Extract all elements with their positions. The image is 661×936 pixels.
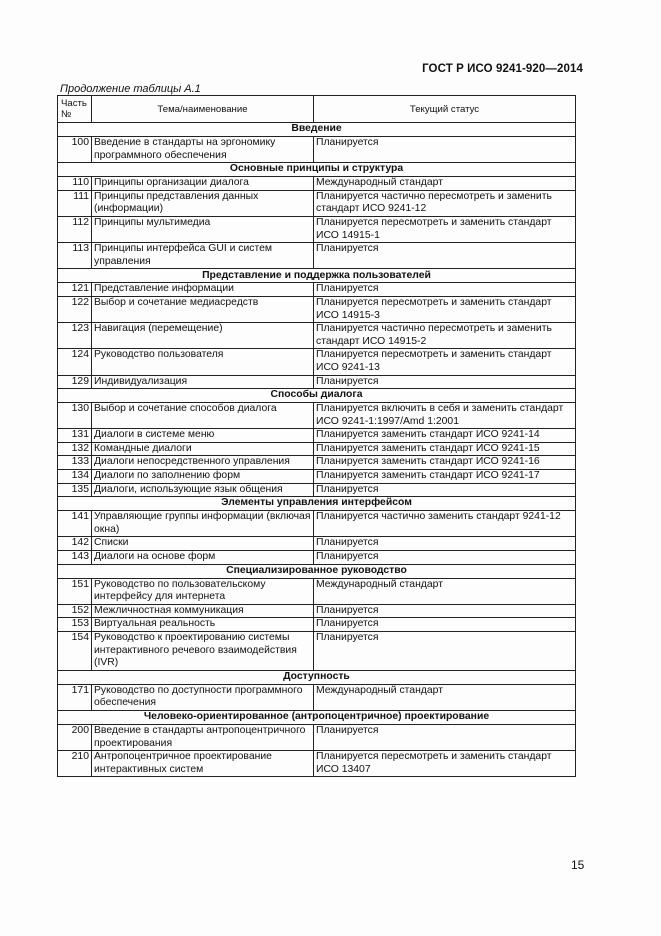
status-cell: Планируется [314, 283, 576, 297]
topic-cell: Диалоги на основе форм [92, 551, 314, 565]
part-number-cell: 154 [58, 632, 92, 671]
table-row [58, 429, 576, 443]
part-number-cell: 123 [58, 323, 92, 349]
part-number-cell: 135 [58, 483, 92, 497]
table-row [58, 177, 576, 191]
part-number-cell: 130 [58, 403, 92, 429]
table-row [58, 403, 576, 429]
table-row [58, 537, 576, 551]
topic-cell: Руководство по доступности программного обеспечения [92, 684, 314, 710]
status-cell: Планируется [314, 137, 576, 163]
table-row [58, 751, 576, 777]
part-number-cell: 122 [58, 296, 92, 322]
status-cell: Планируется [314, 537, 576, 551]
part-number-cell: 210 [58, 751, 92, 777]
topic-cell: Диалоги в системе меню [92, 429, 314, 443]
status-cell: Международный стандарт [314, 684, 576, 710]
table-row [58, 442, 576, 456]
topic-cell: Диалоги по заполнению форм [92, 470, 314, 484]
status-cell: Планируется заменить стандарт ИСО 9241-15 [314, 442, 576, 456]
topic-cell: Выбор и сочетание медиасредств [92, 296, 314, 322]
part-number-cell: 133 [58, 456, 92, 470]
table-row [58, 456, 576, 470]
table-row [58, 551, 576, 565]
part-number-cell: 100 [58, 137, 92, 163]
status-cell: Планируется пересмотреть и заменить стандарт ИСО 14915-3 [314, 296, 576, 322]
section-heading: Человеко-ориентированное (антропоцентричное) проектирование [58, 710, 576, 724]
section-heading: Элементы управления интерфейсом [58, 497, 576, 511]
table-row [58, 283, 576, 297]
status-cell: Планируется [314, 618, 576, 632]
column-header-part-number: Часть № [58, 96, 92, 123]
part-number-cell: 141 [58, 511, 92, 537]
table-row [58, 578, 576, 604]
status-cell: Планируется [314, 483, 576, 497]
document-header: ГОСТ Р ИСО 9241-920—2014 [422, 63, 583, 75]
part-number-cell: 134 [58, 470, 92, 484]
topic-cell: Представление информации [92, 283, 314, 297]
part-number-cell: 143 [58, 551, 92, 565]
part-number-cell: 121 [58, 283, 92, 297]
table-row [58, 724, 576, 750]
part-number-cell: 129 [58, 375, 92, 389]
topic-cell: Навигация (перемещение) [92, 323, 314, 349]
topic-cell: Антропоцентричное проектирование интерактивных систем [92, 751, 314, 777]
part-number-cell: 131 [58, 429, 92, 443]
status-cell: Планируется пересмотреть и заменить стандарт ИСО 14915-1 [314, 216, 576, 242]
table-row [58, 632, 576, 671]
table-row [58, 470, 576, 484]
table-row [58, 323, 576, 349]
section-row [58, 710, 576, 724]
topic-cell: Диалоги, использующие язык общения [92, 483, 314, 497]
status-cell: Планируется [314, 604, 576, 618]
topic-cell: Диалоги непосредственного управления [92, 456, 314, 470]
topic-cell: Принципы представления данных (информации) [92, 190, 314, 216]
status-cell: Планируется заменить стандарт ИСО 9241-16 [314, 456, 576, 470]
section-row [58, 123, 576, 137]
topic-cell: Введение в стандарты на эргономику программного обеспечения [92, 137, 314, 163]
status-cell: Планируется пересмотреть и заменить стандарт ИСО 9241-13 [314, 349, 576, 375]
part-number-cell: 111 [58, 190, 92, 216]
section-row [58, 564, 576, 578]
status-cell: Международный стандарт [314, 578, 576, 604]
table-caption: Продолжение таблицы А.1 [60, 83, 201, 95]
part-number-cell: 152 [58, 604, 92, 618]
status-cell: Планируется [314, 243, 576, 269]
table-row [58, 618, 576, 632]
status-cell: Планируется пересмотреть и заменить стандарт ИСО 13407 [314, 751, 576, 777]
table-row [58, 375, 576, 389]
column-header-status: Текущий статус [314, 96, 576, 123]
status-cell: Планируется [314, 551, 576, 565]
table-header-row [58, 96, 576, 123]
topic-cell: Индивидуализация [92, 375, 314, 389]
part-number-cell: 153 [58, 618, 92, 632]
topic-cell: Межличностная коммуникация [92, 604, 314, 618]
column-header-topic: Тема/наименование [92, 96, 314, 123]
standards-table [57, 95, 576, 777]
table-row [58, 216, 576, 242]
topic-cell: Руководство пользователя [92, 349, 314, 375]
part-number-cell: 110 [58, 177, 92, 191]
status-cell: Планируется частично пересмотреть и заменить стандарт ИСО 9241-12 [314, 190, 576, 216]
topic-cell: Принципы мультимедиа [92, 216, 314, 242]
table-row [58, 137, 576, 163]
status-cell: Планируется включить в себя и заменить стандарт ИСО 9241-1:1997/Amd 1:2001 [314, 403, 576, 429]
status-cell: Планируется частично заменить стандарт 9241-12 [314, 511, 576, 537]
section-heading: Специализированное руководство [58, 564, 576, 578]
table-row [58, 483, 576, 497]
status-cell: Планируется заменить стандарт ИСО 9241-17 [314, 470, 576, 484]
topic-cell: Выбор и сочетание способов диалога [92, 403, 314, 429]
topic-cell: Руководство к проектированию системы интерактивного речевого взаимодействия (IVR) [92, 632, 314, 671]
status-cell: Планируется [314, 632, 576, 671]
table-row [58, 296, 576, 322]
table-row [58, 511, 576, 537]
part-number-cell: 171 [58, 684, 92, 710]
part-number-cell: 124 [58, 349, 92, 375]
section-row [58, 269, 576, 283]
topic-cell: Списки [92, 537, 314, 551]
status-cell: Планируется [314, 724, 576, 750]
part-number-cell: 151 [58, 578, 92, 604]
topic-cell: Управляющие группы информации (включая окна) [92, 511, 314, 537]
section-row [58, 670, 576, 684]
section-heading: Введение [58, 123, 576, 137]
part-number-cell: 113 [58, 243, 92, 269]
table-row [58, 190, 576, 216]
section-row [58, 497, 576, 511]
section-heading: Представление и поддержка пользователей [58, 269, 576, 283]
section-heading: Доступность [58, 670, 576, 684]
topic-cell: Командные диалоги [92, 442, 314, 456]
part-number-cell: 112 [58, 216, 92, 242]
topic-cell: Принципы интерфейса GUI и систем управления [92, 243, 314, 269]
status-cell: Планируется частично пересмотреть и заменить стандарт ИСО 14915-2 [314, 323, 576, 349]
status-cell: Планируется заменить стандарт ИСО 9241-14 [314, 429, 576, 443]
page-number: 15 [571, 858, 585, 872]
table-row [58, 604, 576, 618]
section-heading: Основные принципы и структура [58, 163, 576, 177]
part-number-cell: 200 [58, 724, 92, 750]
table-row [58, 684, 576, 710]
topic-cell: Виртуальная реальность [92, 618, 314, 632]
status-cell: Планируется [314, 375, 576, 389]
table-row [58, 243, 576, 269]
part-number-cell: 132 [58, 442, 92, 456]
part-number-cell: 142 [58, 537, 92, 551]
section-row [58, 163, 576, 177]
topic-cell: Руководство по пользовательскому интерфейсу для интернета [92, 578, 314, 604]
section-heading: Способы диалога [58, 389, 576, 403]
topic-cell: Введение в стандарты антропоцентричного проектирования [92, 724, 314, 750]
table-body [58, 123, 576, 777]
section-row [58, 389, 576, 403]
status-cell: Международный стандарт [314, 177, 576, 191]
table-row [58, 349, 576, 375]
topic-cell: Принципы организации диалога [92, 177, 314, 191]
